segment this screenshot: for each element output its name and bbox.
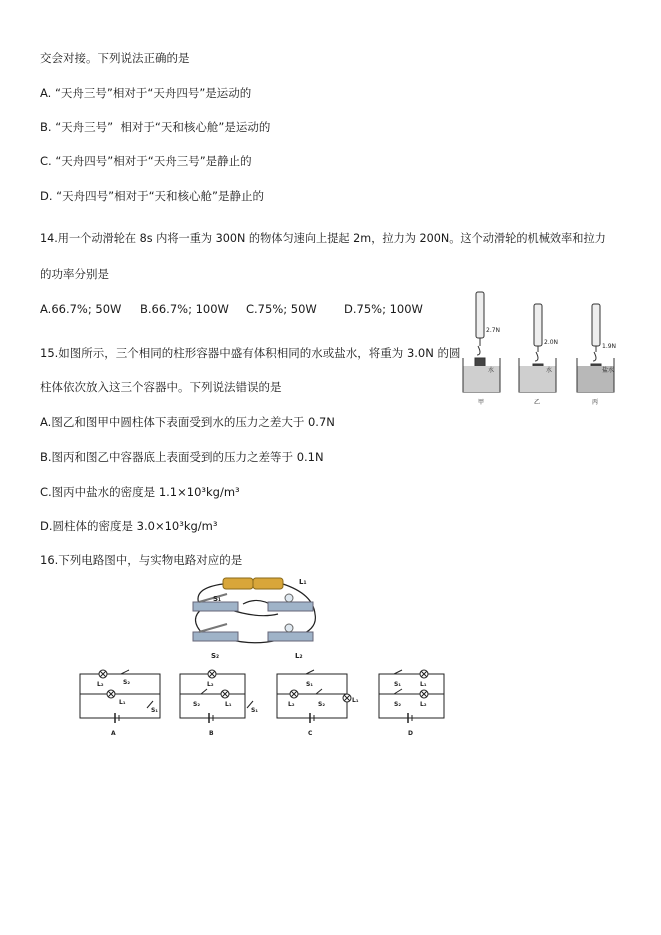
liquid-bing: 盐水 xyxy=(602,367,615,374)
q13-option-b[interactable]: B. “天舟三号” 相对于“天和核心舱”是运动的 xyxy=(40,120,271,134)
q15-option-a[interactable]: A.图乙和图甲中圆柱体下表面受到水的压力之差大于 0.7N xyxy=(40,415,335,429)
q14-option-d[interactable]: D.75%; 100W xyxy=(344,302,423,316)
choice-b-l1: L₁ xyxy=(225,701,232,708)
q14-stem-cont: 的功率分别是 xyxy=(40,267,109,281)
label-l2: L₂ xyxy=(295,652,303,660)
choice-c-s1: S₁ xyxy=(306,681,313,688)
choice-a-s2: S₂ xyxy=(123,679,130,686)
choice-label-b: B xyxy=(209,730,214,737)
choice-a-l1: L₁ xyxy=(119,699,126,706)
q14-option-c[interactable]: C.75%; 50W xyxy=(246,302,317,316)
choice-b-s1: S₁ xyxy=(251,707,258,714)
label-s1: S₁ xyxy=(213,595,222,603)
q14-stem: 14.用一个动滑轮在 8s 内将一重为 300N 的物体匀速向上提起 2m，拉力为 200N。这个动滑轮的机械效率和拉力 xyxy=(40,232,606,245)
reading-bing: 1.9N xyxy=(602,343,617,350)
label-l1: L₁ xyxy=(299,578,307,586)
q16-choice-c-diagram[interactable] xyxy=(272,668,362,738)
q16-choice-b-diagram[interactable] xyxy=(175,668,265,738)
panel-label-bing: 丙 xyxy=(592,399,599,406)
q15-figure xyxy=(458,290,643,410)
choice-label-a: A xyxy=(111,730,116,737)
label-s2: S₂ xyxy=(211,652,220,660)
q13-stem-tail: 交会对接。下列说法正确的是 xyxy=(40,51,190,65)
liquid-jia: 水 xyxy=(488,367,495,374)
q14-option-b[interactable]: B.66.7%; 100W xyxy=(140,302,229,316)
choice-a-s1: S₁ xyxy=(151,707,158,714)
q15-stem: 15.如图所示，三个相同的柱形容器中盛有体积相同的水或盐水，将重为 3.0N 的圆 xyxy=(40,346,461,360)
choice-label-d: D xyxy=(408,730,413,737)
liquid-yi: 水 xyxy=(546,367,553,374)
choice-c-l1: L₁ xyxy=(352,697,359,704)
panel-label-yi: 乙 xyxy=(534,399,541,406)
q13-option-c[interactable]: C. “天舟四号”相对于“天舟三号”是静止的 xyxy=(40,154,252,168)
choice-c-l2: L₂ xyxy=(288,701,295,708)
q16-stem: 16.下列电路图中，与实物电路对应的是 xyxy=(40,553,243,567)
q15-option-c[interactable]: C.图丙中盐水的密度是 1.1×10³kg/m³ xyxy=(40,485,240,499)
choice-d-s2: S₂ xyxy=(394,701,401,708)
q16-choice-a-diagram[interactable] xyxy=(75,668,165,738)
choice-d-l1: L₁ xyxy=(420,681,427,688)
q15-option-d[interactable]: D.圆柱体的密度是 3.0×10³kg/m³ xyxy=(40,519,218,533)
choice-a-l2: L₂ xyxy=(97,681,104,688)
panel-label-jia: 甲 xyxy=(478,399,485,406)
reading-jia: 2.7N xyxy=(486,327,501,334)
q15-option-b[interactable]: B.图丙和图乙中容器底上表面受到的压力之差等于 0.1N xyxy=(40,450,324,464)
choice-b-l2: L₂ xyxy=(207,681,214,688)
q13-option-a[interactable]: A. “天舟三号”相对于“天舟四号”是运动的 xyxy=(40,86,252,100)
q14-option-a[interactable]: A.66.7%; 50W xyxy=(40,302,122,316)
q13-option-d[interactable]: D. “天舟四号”相对于“天和核心舱”是静止的 xyxy=(40,189,264,203)
q15-stem-cont: 柱体依次放入这三个容器中。下列说法错误的是 xyxy=(40,380,282,394)
choice-b-s2: S₂ xyxy=(193,701,200,708)
q16-physical-circuit xyxy=(183,574,333,664)
q16-choice-d-diagram[interactable] xyxy=(374,668,464,738)
choice-c-s2: S₂ xyxy=(318,701,325,708)
choice-d-s1: S₁ xyxy=(394,681,401,688)
choice-label-c: C xyxy=(308,730,313,737)
reading-yi: 2.0N xyxy=(544,339,559,346)
choice-d-l2: L₂ xyxy=(420,701,427,708)
